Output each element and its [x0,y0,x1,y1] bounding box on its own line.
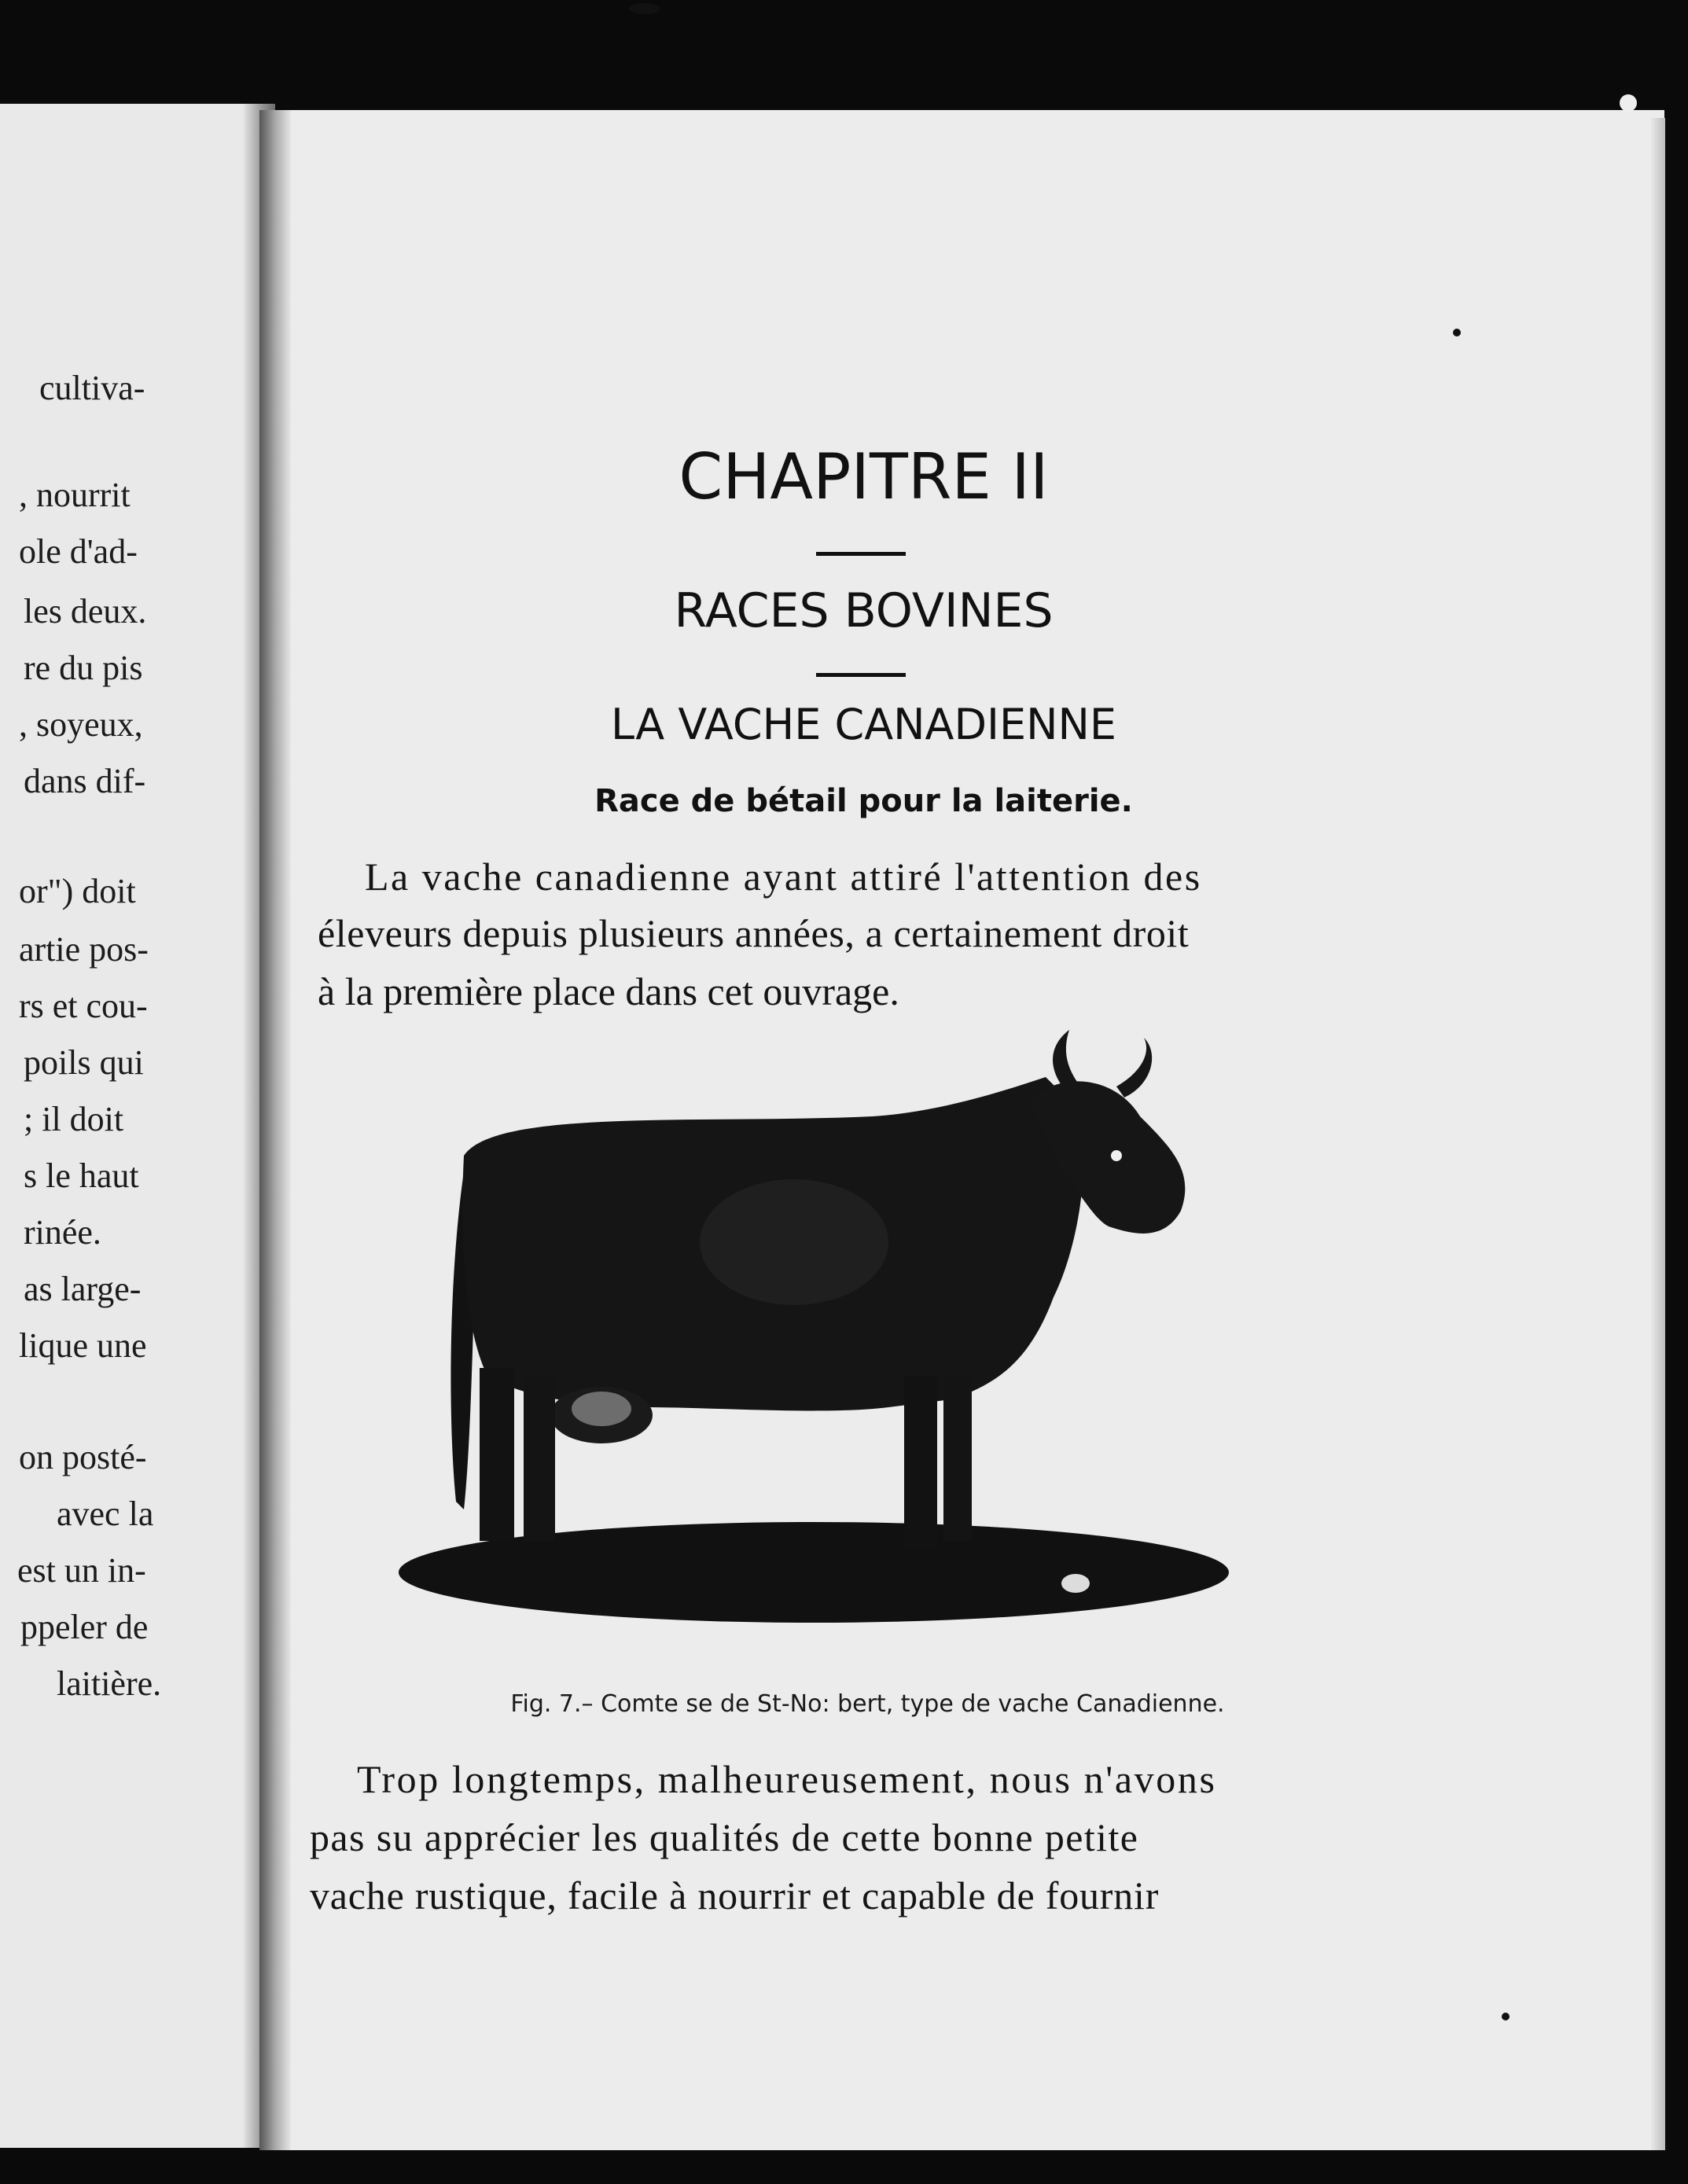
left-line: cultiva- [39,369,145,407]
subsection-tagline: Race de bétail pour la laiterie. [594,783,1133,819]
left-line: ; il doit [24,1100,124,1138]
left-line: lique une [19,1326,147,1365]
cow-illustration [385,1030,1242,1627]
left-line: ole d'ad- [19,532,138,571]
left-line: avec la [57,1495,154,1533]
left-line: as large- [24,1270,142,1308]
left-line: dans dif- [24,762,146,800]
page-edge [1651,118,1665,2150]
section-title: RACES BOVINES [674,583,1054,638]
closing-line: vache rustique, facile à nourrir et capable de fournir [310,1873,1160,1917]
left-line: les deux. [24,592,147,631]
closing-line: pas su apprécier les qualités de cette bonne petite [310,1815,1139,1859]
left-line: laitière. [57,1664,162,1703]
scan-speck [629,3,660,14]
closing-line: Trop longtemps, malheureusement, nous n'avons [357,1757,1217,1801]
left-line: , soyeux, [19,705,143,744]
right-page-gutter [259,110,291,2150]
left-line: est un in- [17,1551,146,1590]
chapter-title: CHAPITRE II [679,440,1049,513]
scan-speck [1453,329,1461,336]
left-line: poils qui [24,1043,144,1082]
intro-line: La vache canadienne ayant attiré l'attention des [365,855,1202,899]
section-rule [816,673,906,677]
subsection-title: LA VACHE CANADIENNE [610,700,1117,749]
figure-caption: Fig. 7.– Comte se de St-No: bert, type de vache Canadienne. [510,1690,1225,1718]
left-line: artie pos- [19,930,149,969]
left-line: rinée. [24,1213,101,1252]
intro-line: à la première place dans cet ouvrage. [318,969,899,1013]
left-line: ppeler de [20,1608,149,1646]
left-line: , nourrit [19,476,131,514]
left-line: rs et cou- [19,987,148,1025]
scan-speck [1502,2013,1510,2020]
left-line: s le haut [24,1156,139,1195]
left-line: re du pis [24,649,143,687]
left-line: on posté- [19,1438,147,1476]
left-line: or") doit [19,872,136,910]
scan-speck [1620,94,1637,112]
title-rule [816,552,906,556]
intro-line: éleveurs depuis plusieurs années, a certainement droit [318,911,1190,955]
